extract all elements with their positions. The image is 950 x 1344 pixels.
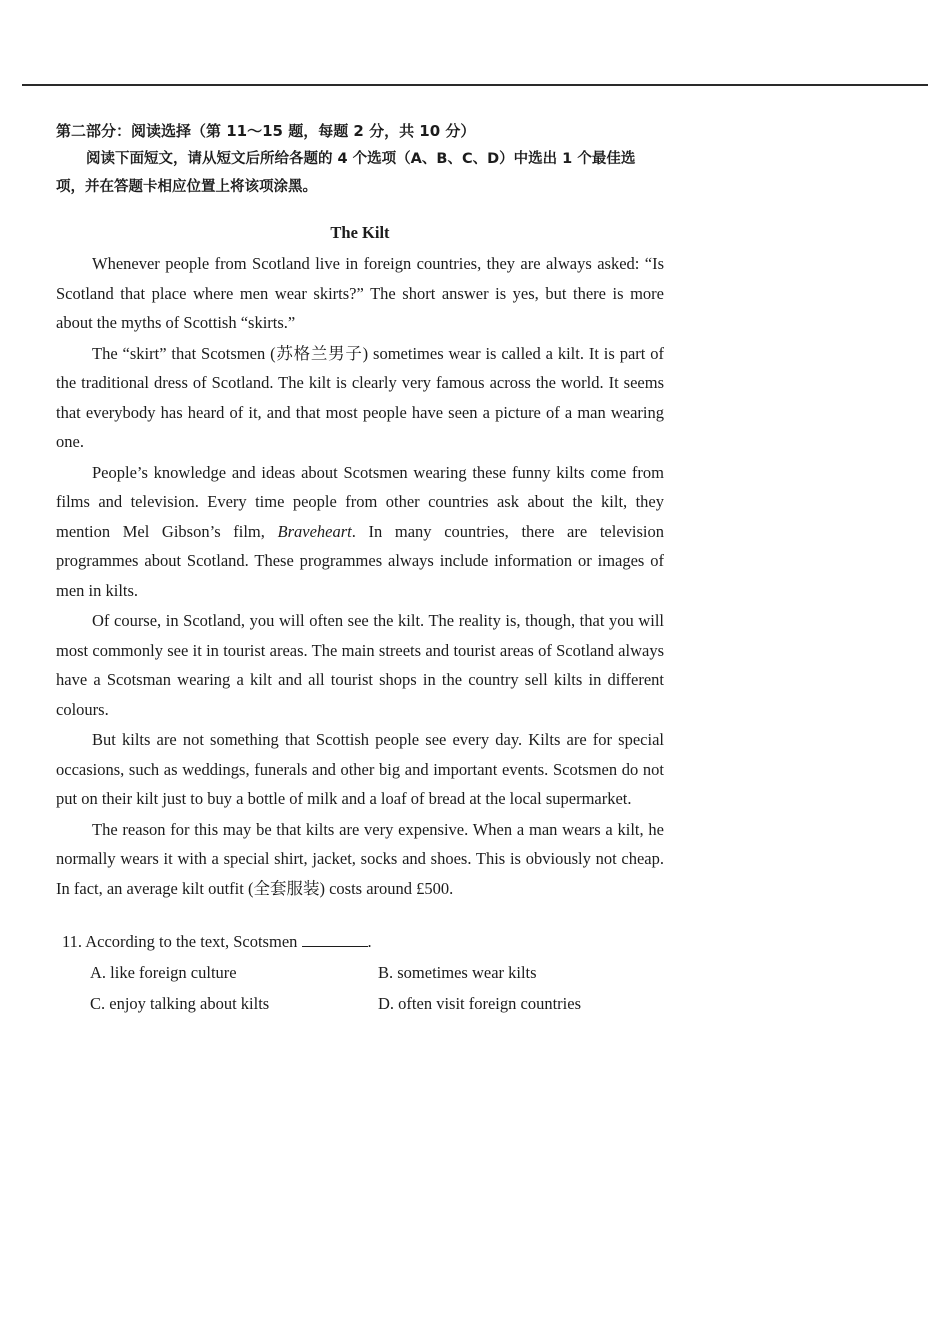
top-rule [22, 84, 928, 86]
answer-options [56, 957, 664, 1019]
article-paragraph-6: The reason for this may be that kilts are very expensive. When a man wears a kilt, he normally wears it with a special shirt, jacket, socks and shoes. This is obviously not cheap. In fact, an average kilt outfit (全套服装) costs around £500. [56, 819, 664, 898]
question-stem-text: 11. According to the text, Scotsmen [62, 932, 298, 951]
question-stem-end: . [367, 932, 372, 951]
exam-page [56, 118, 664, 1019]
section-instructions: 阅读下面短文，请从短文后所给各题的 4 个选项（A、B、C、D）中选出 1 个最佳选项，并在答题卡相应位置上将该项涂黑。 [56, 151, 636, 195]
answer-blank [302, 932, 368, 947]
paragraph-3-text-start: People’s knowledge and ideas about Scotsmen wearing these funny kilts come from films and television. Every time people from other countries ask about the kilt, they mention Mel Gibson’s film, [56, 462, 664, 541]
question-stem [56, 927, 664, 957]
paragraph-3-text-end: . In many countries, there are television programmes about Scotland. These programmes always include information or images of men in kilts. [56, 521, 664, 600]
article-paragraph-4: Of course, in Scotland, you will often see the kilt. The reality is, though, that you will most commonly see it in tourist areas. The main streets and tourist areas of Scotland always have a Scotsman wearing a kilt and all tourist shops in the country sell kilts in different colours. [56, 611, 664, 719]
article-paragraph-5: But kilts are not something that Scottish people see every day. Kilts are for special occasions, such as weddings, funerals and other big and important events. Scotsmen do not put on their kilt just to buy a bottle of milk and a loaf of bread at the local supermarket. [56, 730, 664, 808]
option-a[interactable]: A. like foreign culture [90, 963, 237, 982]
article-body [56, 249, 664, 903]
article-paragraph-1: Whenever people from Scotland live in foreign countries, they are always asked: “Is Scotland that place where men wear skirts?” The short answer is yes, but there is more about the myths of Scottish “skirts.” [56, 254, 664, 332]
option-b[interactable]: B. sometimes wear kilts [378, 963, 537, 982]
film-title: Braveheart [277, 521, 352, 541]
option-c[interactable]: C. enjoy talking about kilts [90, 994, 270, 1013]
article-paragraph-3 [56, 458, 664, 606]
section-header: 第二部分：阅读选择（第 11～15 题，每题 2 分，共 10 分） [56, 122, 476, 140]
article-paragraph-2: The “skirt” that Scotsmen (苏格兰男子) sometimes wear is called a kilt. It is part of the traditional dress of Scotland. The kilt is clearly very famous across the world. It seems that everybody has heard of it, and that most people have seen a picture of a man wearing one. [56, 343, 664, 451]
article-title: The Kilt [330, 223, 390, 242]
question-11 [56, 927, 664, 1019]
option-d[interactable]: D. often visit foreign countries [378, 994, 581, 1013]
